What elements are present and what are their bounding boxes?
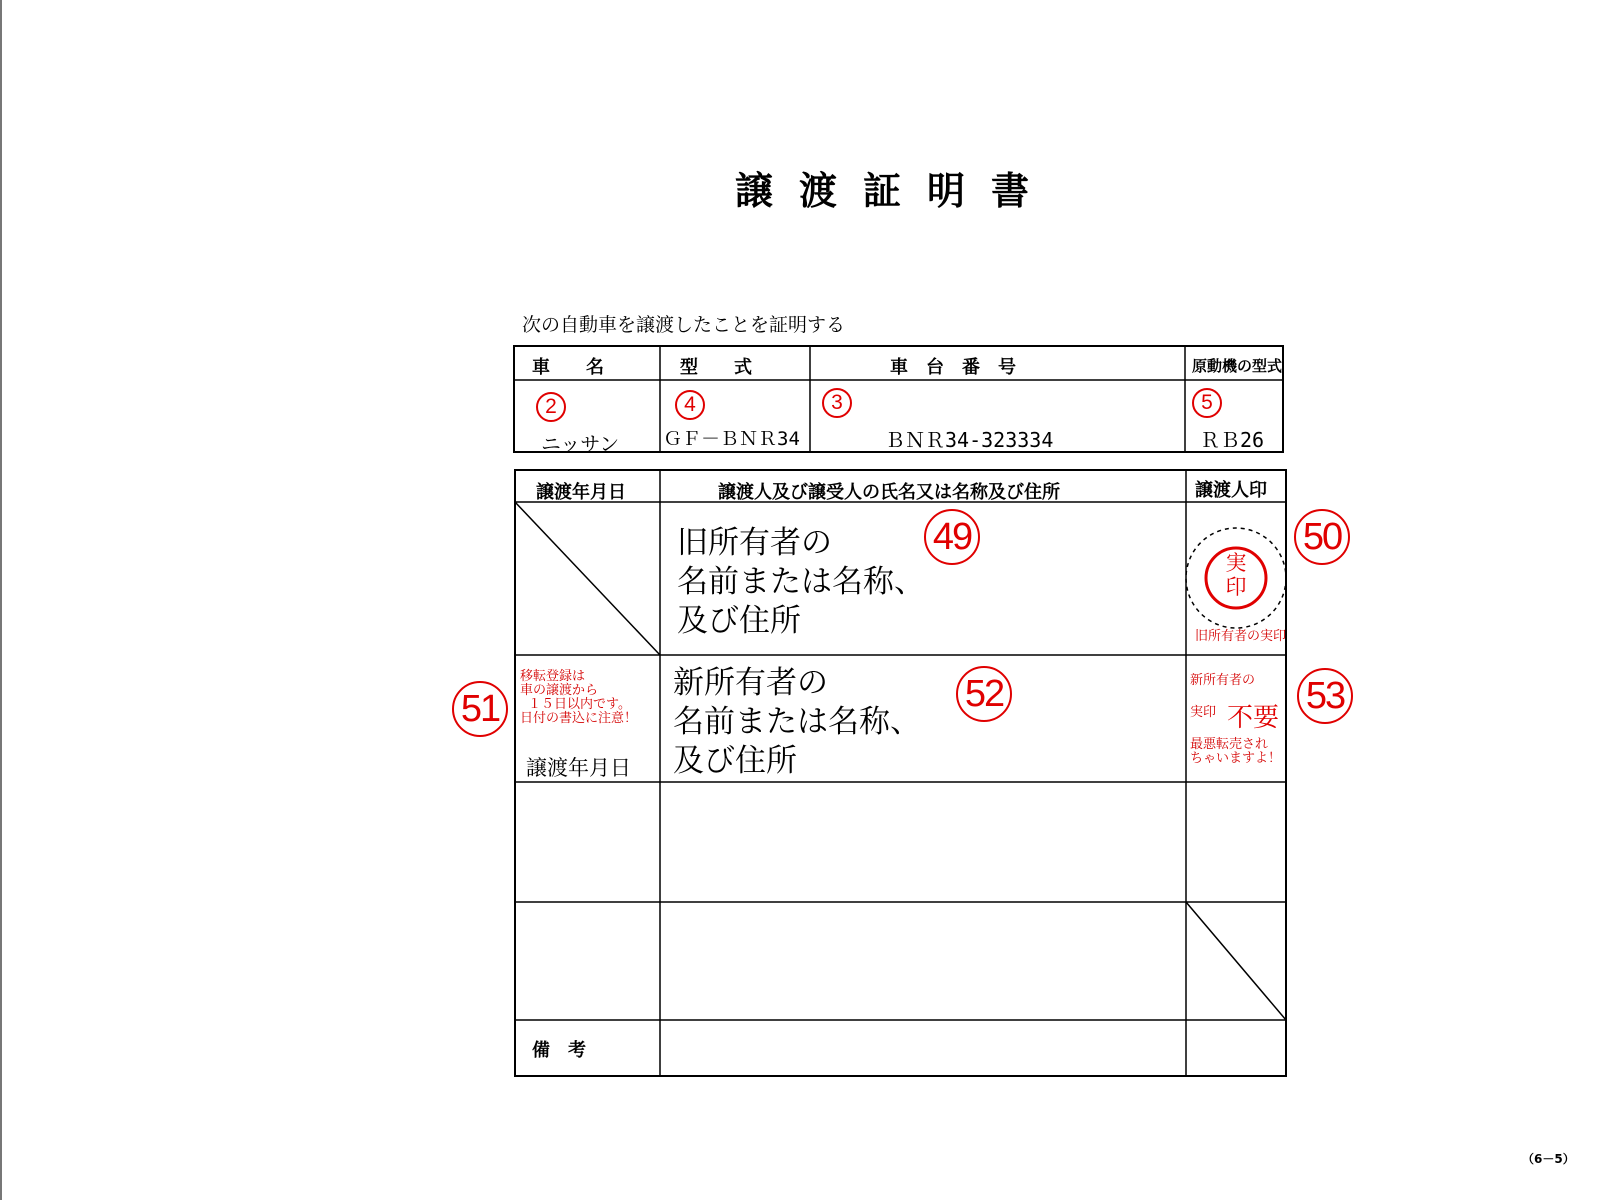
jitsuin-stamp-text: 実 印 xyxy=(1225,551,1247,599)
marker-engine: 5 xyxy=(1192,388,1222,418)
header-model: 型 式 xyxy=(680,357,752,378)
marker-new-owner-seal: 53 xyxy=(1297,668,1353,724)
header-car-name: 車 名 xyxy=(532,357,604,378)
header-transferor-seal: 譲渡人印 xyxy=(1195,480,1267,501)
new-owner-instruction: 新所有者の 名前または名称、 及び住所 xyxy=(673,665,921,779)
marker-chassis: 3 xyxy=(822,388,852,418)
resale-warning: 最悪転売され ちゃいますよ！ xyxy=(1190,737,1282,766)
header-chassis-number: 車 台 番 号 xyxy=(890,357,1016,378)
marker-model: 4 xyxy=(675,390,705,420)
value-car-name: ニッサン xyxy=(541,432,620,456)
value-chassis-number: ＢＮＲ34-323334 xyxy=(885,428,1054,452)
previous-owner-seal-caption: 旧所有者の実印 xyxy=(1195,629,1287,644)
header-names-addresses: 譲渡人及び譲受人の氏名又は名称及び住所 xyxy=(718,482,1060,503)
marker-previous-owner: 49 xyxy=(924,509,980,565)
new-owner-seal-not-required: 不要 xyxy=(1227,703,1280,733)
header-engine-model: 原動機の型式 xyxy=(1192,357,1283,375)
remarks-label: 備 考 xyxy=(532,1040,586,1061)
transfer-date-warning: 移転登録は 車の譲渡から １５日以内です。 日付の書込に注意！ xyxy=(520,669,638,726)
date-cell-diagonal xyxy=(515,502,660,655)
marker-previous-owner-seal: 50 xyxy=(1294,509,1350,565)
previous-owner-instruction: 旧所有者の 名前または名称、 及び住所 xyxy=(677,525,925,639)
marker-car-name: 2 xyxy=(536,392,566,422)
marker-transfer-date: 51 xyxy=(452,681,508,737)
new-owner-seal-note-title: 新所有者の xyxy=(1190,673,1256,688)
transfer-date-label: 譲渡年月日 xyxy=(526,756,631,780)
intro-statement: 次の自動車を譲渡したことを証明する xyxy=(522,314,846,336)
value-engine-model: ＲＢ26 xyxy=(1200,428,1265,452)
document-title: 譲渡証明書 xyxy=(735,168,1056,213)
value-model: ＧＦ－ＢＮＲ34 xyxy=(663,428,800,450)
page-number: （6－5） xyxy=(1522,1152,1575,1166)
seal-cell-diagonal xyxy=(1186,902,1286,1020)
header-transfer-date: 譲渡年月日 xyxy=(536,482,626,503)
marker-new-owner: 52 xyxy=(956,666,1012,722)
new-owner-seal-note-small: 実印 xyxy=(1190,705,1217,720)
